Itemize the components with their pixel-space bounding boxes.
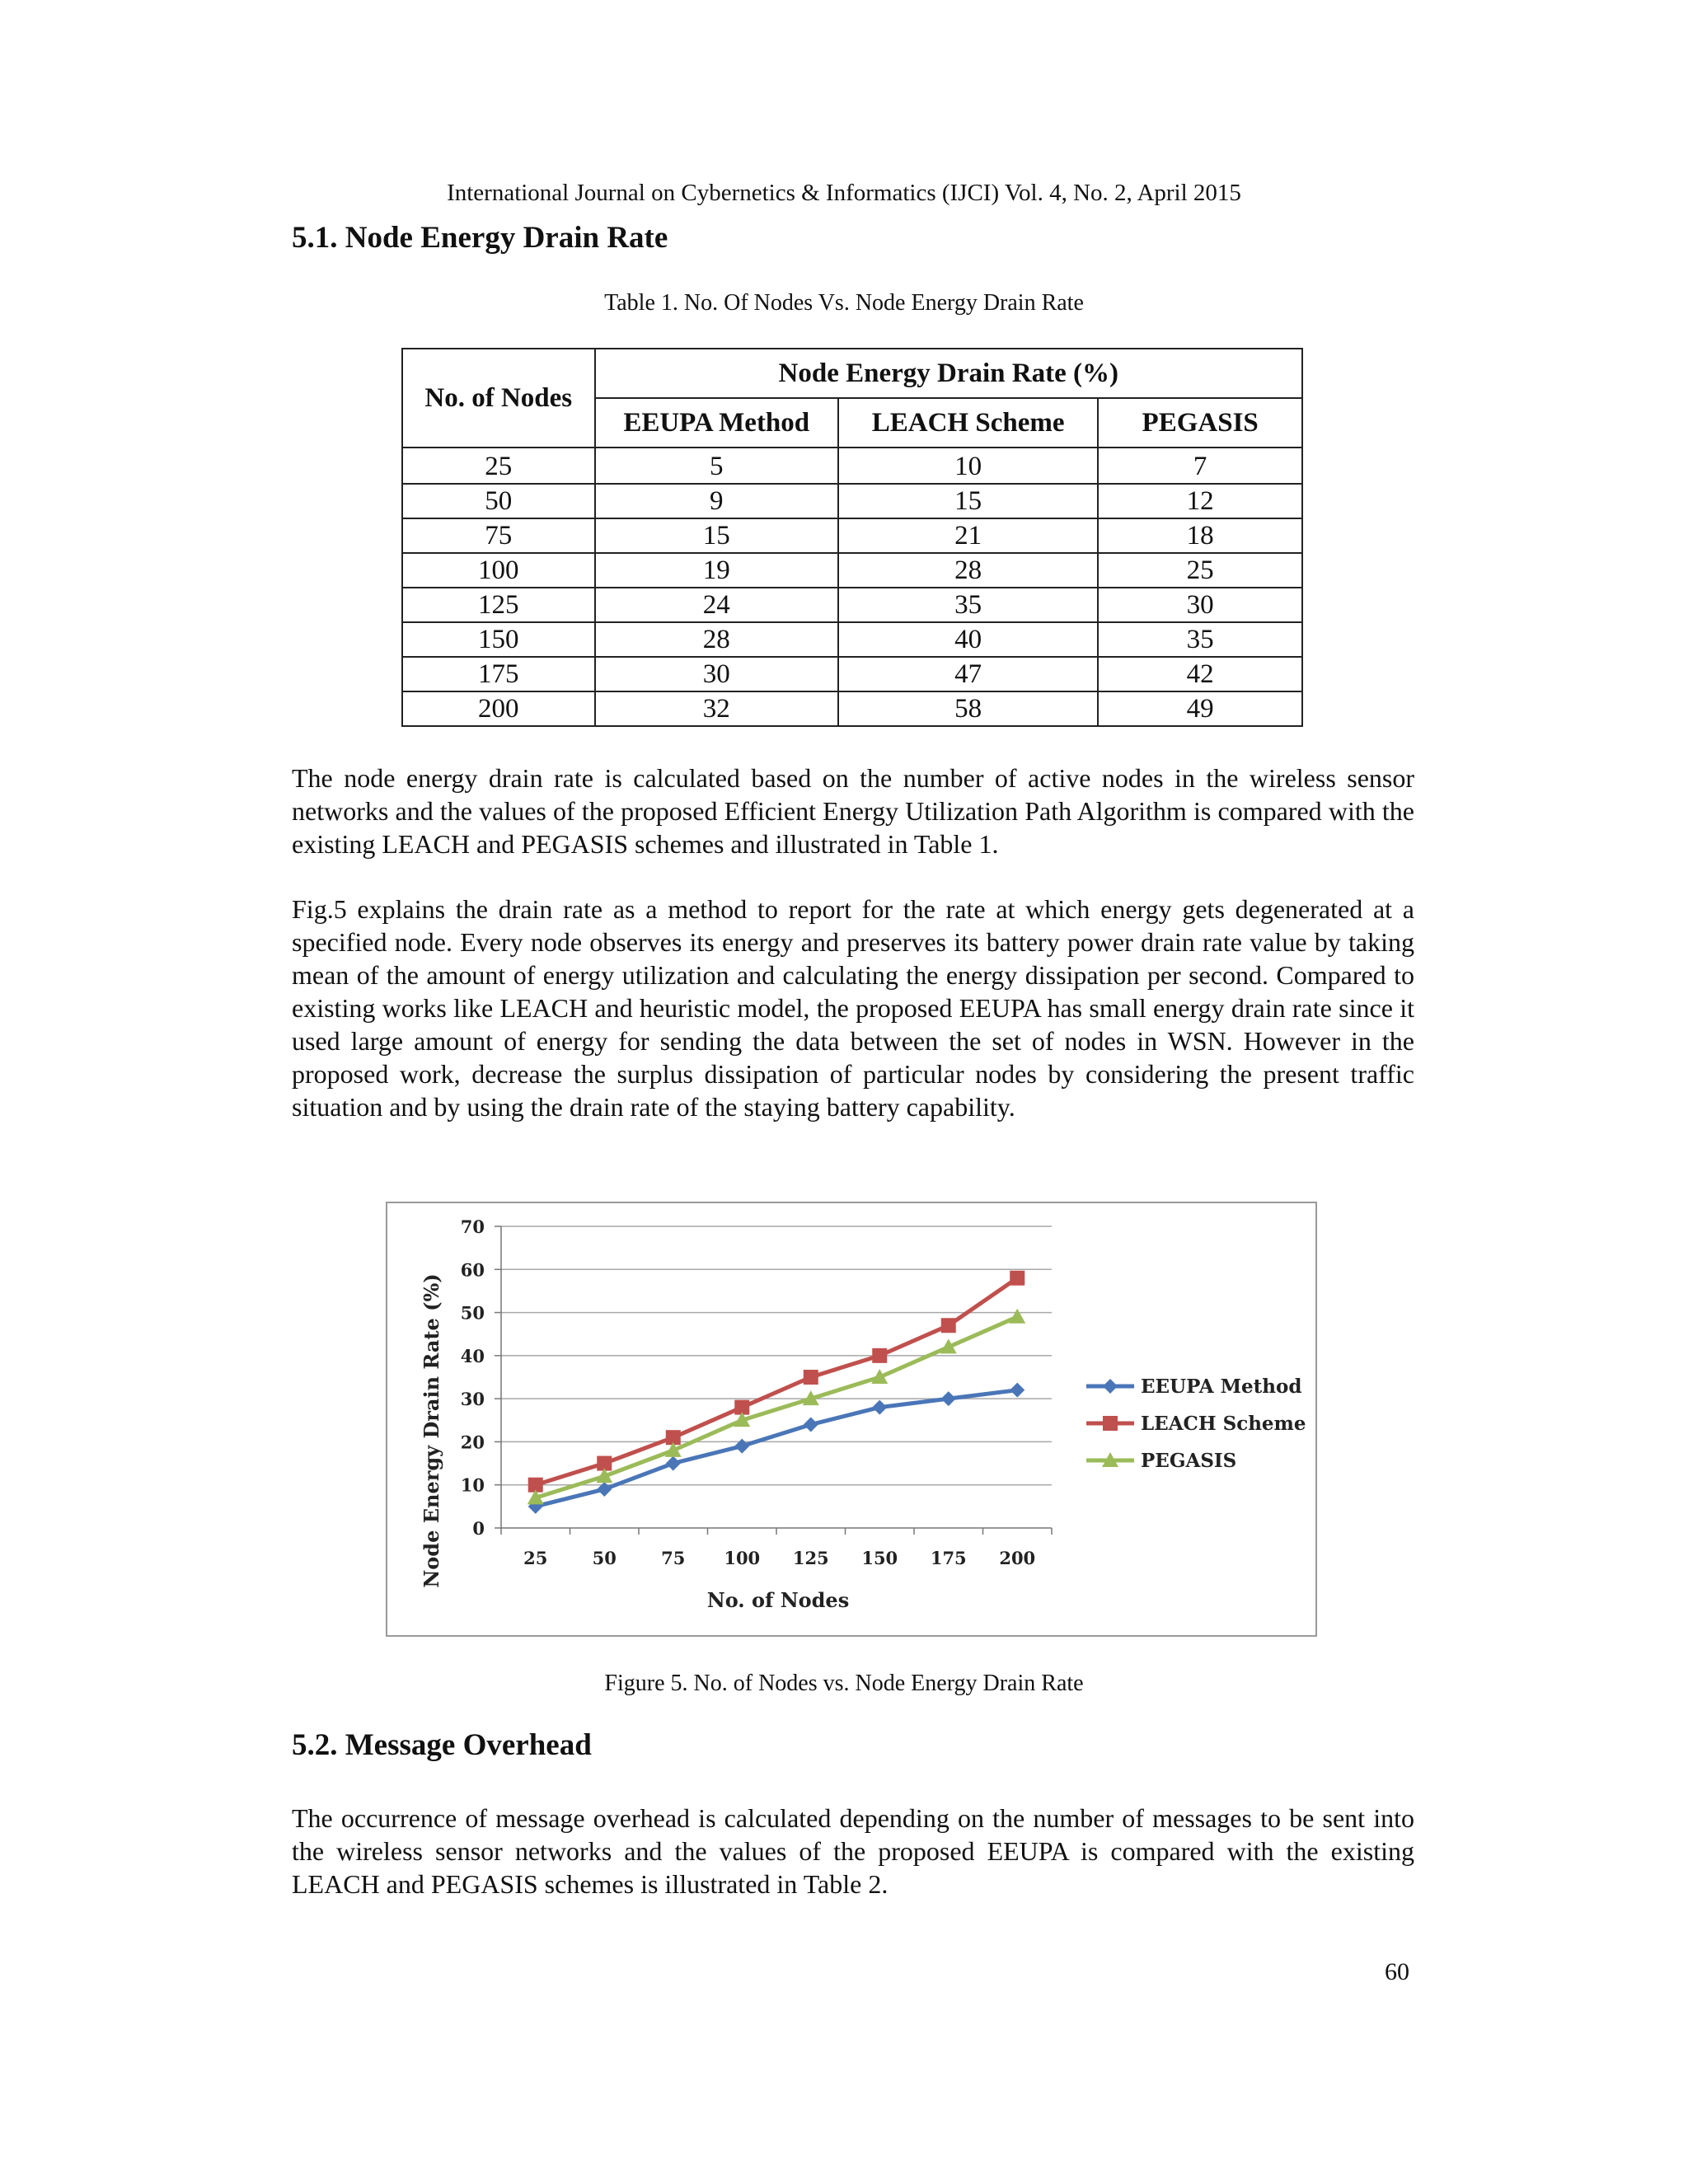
column-header-nodes: No. of Nodes	[402, 349, 595, 448]
cell-eeupa: 5	[595, 448, 838, 484]
cell-nodes: 50	[402, 484, 595, 518]
cell-pegasis: 12	[1098, 484, 1302, 518]
legend-label: PEGASIS	[1141, 1450, 1237, 1472]
x-tick-label: 75	[661, 1548, 686, 1568]
cell-eeupa: 24	[595, 588, 838, 622]
x-tick-label: 25	[523, 1548, 548, 1568]
line-chart	[387, 1203, 1315, 1635]
cell-pegasis: 42	[1098, 657, 1302, 691]
x-tick-label: 200	[999, 1548, 1036, 1568]
cell-leach: 10	[838, 448, 1098, 484]
x-tick-label: 125	[792, 1548, 829, 1568]
legend-marker	[1103, 1379, 1118, 1394]
cell-eeupa: 32	[595, 691, 838, 726]
x-tick-label: 175	[930, 1548, 967, 1568]
data-point	[872, 1348, 887, 1363]
table-row	[402, 657, 1302, 691]
y-tick-label: 20	[460, 1432, 485, 1453]
cell-eeupa: 28	[595, 622, 838, 657]
data-point	[666, 1456, 681, 1471]
figure-caption: Figure 5. No. of Nodes vs. Node Energy Drain Rate	[604, 1671, 1084, 1696]
column-header-leach: LEACH Scheme	[838, 398, 1098, 448]
table-row	[402, 518, 1302, 553]
table-caption: Table 1. No. Of Nodes Vs. Node Energy Drain Rate	[604, 290, 1084, 316]
legend-marker	[1103, 1416, 1118, 1431]
data-point	[1010, 1271, 1025, 1286]
page-number: 60	[1385, 1958, 1409, 1985]
y-tick-label: 0	[472, 1518, 485, 1539]
section-heading-5-1: 5.1. Node Energy Drain Rate	[292, 221, 668, 255]
group-header-drain-rate: Node Energy Drain Rate (%)	[595, 349, 1302, 398]
y-tick-label: 30	[460, 1389, 485, 1410]
cell-nodes: 100	[402, 553, 595, 588]
table-row	[402, 622, 1302, 657]
table-row	[402, 588, 1302, 622]
legend-label: EEUPA Method	[1141, 1376, 1302, 1398]
cell-leach: 58	[838, 691, 1098, 726]
data-point	[941, 1318, 956, 1333]
data-point	[734, 1439, 749, 1454]
section-heading-5-2: 5.2. Message Overhead	[292, 1728, 592, 1762]
y-axis-label: Node Energy Drain Rate (%)	[420, 1273, 443, 1588]
drain-rate-table	[401, 348, 1303, 727]
x-tick-label: 50	[592, 1548, 617, 1568]
cell-nodes: 200	[402, 691, 595, 726]
cell-pegasis: 7	[1098, 448, 1302, 484]
cell-leach: 21	[838, 518, 1098, 553]
y-tick-label: 70	[460, 1216, 485, 1237]
cell-pegasis: 35	[1098, 622, 1302, 657]
data-point	[872, 1400, 887, 1415]
series-line-leach-scheme	[536, 1278, 1018, 1485]
x-axis-label: No. of Nodes	[706, 1588, 850, 1612]
paragraph-message-overhead: The occurrence of message overhead is calculated depending on the number of messages to be sent into the wireless sensor networks and the values of the proposed EEUPA is compared with the existing LEACH and PEGASIS schemes is illustrated in Table 2.	[292, 1803, 1414, 1899]
cell-leach: 40	[838, 622, 1098, 657]
cell-nodes: 175	[402, 657, 595, 691]
cell-eeupa: 15	[595, 518, 838, 553]
cell-pegasis: 25	[1098, 553, 1302, 588]
data-point	[804, 1370, 818, 1385]
running-head: International Journal on Cybernetics & Informatics (IJCI) Vol. 4, No. 2, April 2015	[447, 180, 1241, 206]
paragraph-drain-rate-explanation: Fig.5 explains the drain rate as a method to report for the rate at which energy gets degenerated at a specified node. Every node observes its energy and preserves its battery power drain rate value by taking mean of the amount of energy utilization and calculating the energy dissipation per second. Compared to existing works like LEACH and heuristic model, the proposed EEUPA has small energy drain rate since it used large amount of energy for sending the data between the set of nodes in WSN. However in the proposed work, decrease the surplus dissipation of particular nodes by considering the present traffic situation and by using the drain rate of the staying battery capability.	[292, 894, 1414, 1122]
data-point	[1009, 1309, 1025, 1324]
cell-pegasis: 18	[1098, 518, 1302, 553]
cell-nodes: 25	[402, 448, 595, 484]
data-point	[1010, 1383, 1025, 1398]
cell-pegasis: 30	[1098, 588, 1302, 622]
cell-pegasis: 49	[1098, 691, 1302, 726]
x-tick-label: 150	[861, 1548, 898, 1568]
table-row	[402, 448, 1302, 484]
legend-label: LEACH Scheme	[1141, 1413, 1306, 1435]
cell-eeupa: 19	[595, 553, 838, 588]
data-point	[804, 1418, 818, 1432]
cell-nodes: 150	[402, 622, 595, 657]
figure-5-chart	[386, 1202, 1317, 1637]
table-row	[402, 691, 1302, 726]
cell-nodes: 75	[402, 518, 595, 553]
table-body	[402, 448, 1302, 726]
cell-eeupa: 9	[595, 484, 838, 518]
cell-eeupa: 30	[595, 657, 838, 691]
table-row	[402, 484, 1302, 518]
data-point	[597, 1482, 612, 1497]
y-tick-label: 60	[460, 1259, 485, 1281]
cell-nodes: 125	[402, 588, 595, 622]
cell-leach: 15	[838, 484, 1098, 518]
cell-leach: 47	[838, 657, 1098, 691]
x-tick-label: 100	[724, 1548, 761, 1568]
column-header-eeupa: EEUPA Method	[595, 398, 838, 448]
y-tick-label: 50	[460, 1302, 485, 1324]
cell-leach: 28	[838, 553, 1098, 588]
table-row	[402, 553, 1302, 588]
paragraph-drain-rate-intro: The node energy drain rate is calculated based on the number of active nodes in the wireless sensor networks and the values of the proposed Efficient Energy Utilization Path Algorithm is compared with the existing LEACH and PEGASIS schemes and illustrated in Table 1.	[292, 763, 1414, 859]
y-tick-label: 10	[460, 1474, 485, 1496]
y-tick-label: 40	[460, 1345, 485, 1366]
cell-leach: 35	[838, 588, 1098, 622]
data-point	[941, 1391, 956, 1406]
column-header-pegasis: PEGASIS	[1098, 398, 1302, 448]
